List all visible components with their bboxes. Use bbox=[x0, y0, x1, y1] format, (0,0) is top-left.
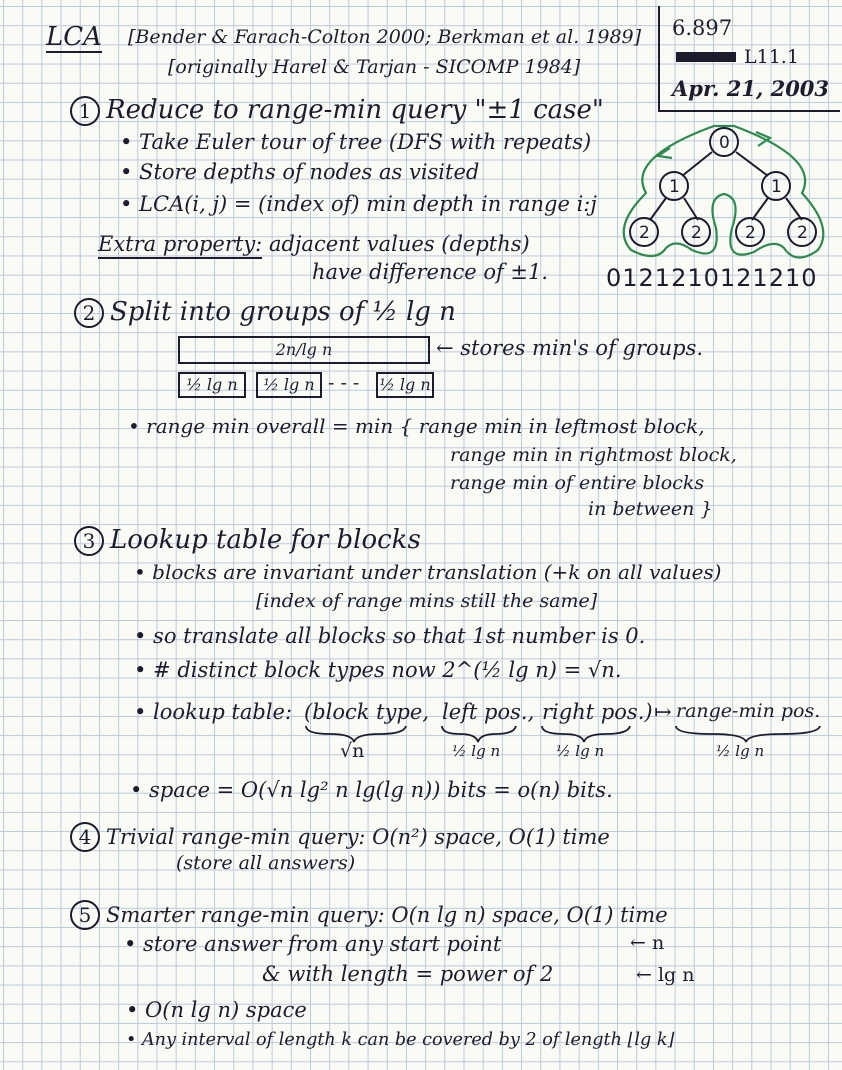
s3-bullet-space: • space = O(√n lg² n lg(lg n)) bits = o(n) bits. bbox=[130, 778, 613, 802]
block-3: ½ lg n bbox=[376, 372, 434, 398]
section-2-title: Split into groups of ½ lg n bbox=[110, 297, 456, 327]
left-depth-label: 1 bbox=[669, 177, 680, 197]
section-3-number: 3 bbox=[74, 526, 104, 556]
edge-left-leaf1 bbox=[650, 198, 666, 220]
group-min-array-box: 2n/lg n bbox=[178, 336, 430, 364]
section-4-line-1: Trivial range-min query: O(n²) space, O(1) time bbox=[106, 825, 610, 849]
section-1-heading bbox=[70, 96, 604, 126]
s5-store-answer-note: ← n bbox=[630, 932, 665, 954]
range-min-overall-4: in between } bbox=[588, 498, 713, 520]
lookup-result: range-min pos. bbox=[676, 700, 821, 722]
references-line-1: [Bender & Farach-Colton 2000; Berkman et al. 1989] bbox=[128, 26, 642, 48]
leaf-4-depth-label: 2 bbox=[797, 223, 808, 243]
s3-bullet-translate: • so translate all blocks so that 1st number is 0. bbox=[134, 624, 646, 648]
s1-bullet-store-depths: • Store depths of nodes as visited bbox=[120, 160, 480, 184]
s3-lookup-lead: • lookup table: bbox=[134, 700, 293, 724]
page-title: LCA bbox=[46, 22, 102, 52]
leaf-2-depth-label: 2 bbox=[691, 223, 702, 243]
course-number: 6.897 bbox=[672, 16, 733, 40]
s5-bullet-space: • O(n lg n) space bbox=[126, 998, 307, 1022]
section-3-heading bbox=[74, 526, 421, 556]
lookup-block-type: (block type, bbox=[304, 700, 430, 724]
s5-power-of-two-note: ← lg n bbox=[636, 964, 695, 986]
section-4-number: 4 bbox=[70, 822, 100, 852]
block-2: ½ lg n bbox=[256, 372, 322, 398]
block-ellipsis: - - - bbox=[328, 372, 360, 394]
section-3-title: Lookup table for blocks bbox=[110, 525, 421, 555]
s1-bullet-euler-tour: • Take Euler tour of tree (DFS with repeats) bbox=[120, 130, 592, 154]
s3-bullet-invariant: • blocks are invariant under translation (+k on all values) bbox=[134, 560, 722, 584]
brace-result bbox=[676, 726, 820, 742]
leaf-1-depth-label: 2 bbox=[639, 223, 650, 243]
section-2-heading bbox=[74, 298, 456, 328]
lecture-number: L11.1 bbox=[744, 46, 799, 68]
s3-invariant-note: [index of range mins still the same] bbox=[256, 590, 598, 612]
lookup-block-type-size: √n bbox=[340, 740, 365, 762]
block-1: ½ lg n bbox=[178, 372, 246, 398]
edge-root-left bbox=[682, 152, 712, 176]
edge-right-leaf4 bbox=[786, 198, 802, 220]
s5-bullet-interval-cover: • Any interval of length k can be covered by 2 of length ⌊lg k⌋ bbox=[126, 1030, 675, 1050]
extra-property-text-1: adjacent values (depths) bbox=[268, 232, 530, 256]
section-1-number: 1 bbox=[70, 96, 100, 126]
edge-left-leaf2 bbox=[684, 198, 698, 220]
s3-bullet-block-types: • # distinct block types now 2^(½ lg n) = √n. bbox=[134, 658, 622, 682]
range-min-overall-2: range min in rightmost block, bbox=[450, 444, 737, 466]
lookup-right-pos-size: ½ lg n bbox=[556, 742, 605, 760]
range-min-overall-1: • range min overall = min { range min in leftmost block, bbox=[128, 414, 705, 438]
s1-bullet-lca-definition: • LCA(i, j) = (index of) min depth in range i:j bbox=[120, 192, 597, 216]
section-1-title: Reduce to range-min query "±1 case" bbox=[106, 95, 604, 125]
lookup-maps-to-arrow: ↦ bbox=[654, 700, 672, 724]
lookup-left-pos-size: ½ lg n bbox=[452, 742, 501, 760]
edge-right-leaf3 bbox=[752, 198, 768, 220]
lecture-date: Apr. 21, 2003 bbox=[672, 76, 830, 101]
s5-bullet-power-of-two: & with length = power of 2 bbox=[262, 962, 554, 986]
lookup-right-pos: right pos.) bbox=[542, 700, 653, 724]
section-5-number: 5 bbox=[70, 900, 100, 930]
section-2-number: 2 bbox=[74, 298, 104, 328]
brace-left-pos bbox=[442, 726, 516, 742]
euler-depth-sequence: 0121210121210 bbox=[606, 264, 818, 292]
edge-root-right bbox=[736, 152, 768, 176]
s1-extra-property-2: have difference of ±1. bbox=[312, 260, 549, 284]
references-line-2: [originally Harel & Tarjan - SICOMP 1984] bbox=[168, 56, 581, 78]
lookup-left-pos: left pos., bbox=[442, 700, 535, 724]
s1-extra-property bbox=[98, 234, 530, 255]
root-depth-label: 0 bbox=[719, 133, 730, 153]
leaf-3-depth-label: 2 bbox=[745, 223, 756, 243]
right-depth-label: 1 bbox=[771, 177, 782, 197]
section-4-line-2: (store all answers) bbox=[176, 852, 356, 874]
brace-right-pos bbox=[542, 726, 630, 742]
extra-property-label: Extra property: bbox=[98, 232, 262, 259]
range-min-overall-3: range min of entire blocks bbox=[450, 472, 705, 494]
lookup-result-size: ½ lg n bbox=[716, 742, 765, 760]
section-5-heading bbox=[70, 900, 668, 930]
section-5-title: Smarter range-min query: O(n lg n) space, O(1) time bbox=[106, 903, 668, 927]
section-4-heading bbox=[70, 822, 610, 852]
s5-bullet-store-answer: • store answer from any start point bbox=[124, 932, 502, 956]
redaction-mark bbox=[676, 52, 736, 62]
stores-mins-note: ← stores min's of groups. bbox=[436, 336, 704, 360]
